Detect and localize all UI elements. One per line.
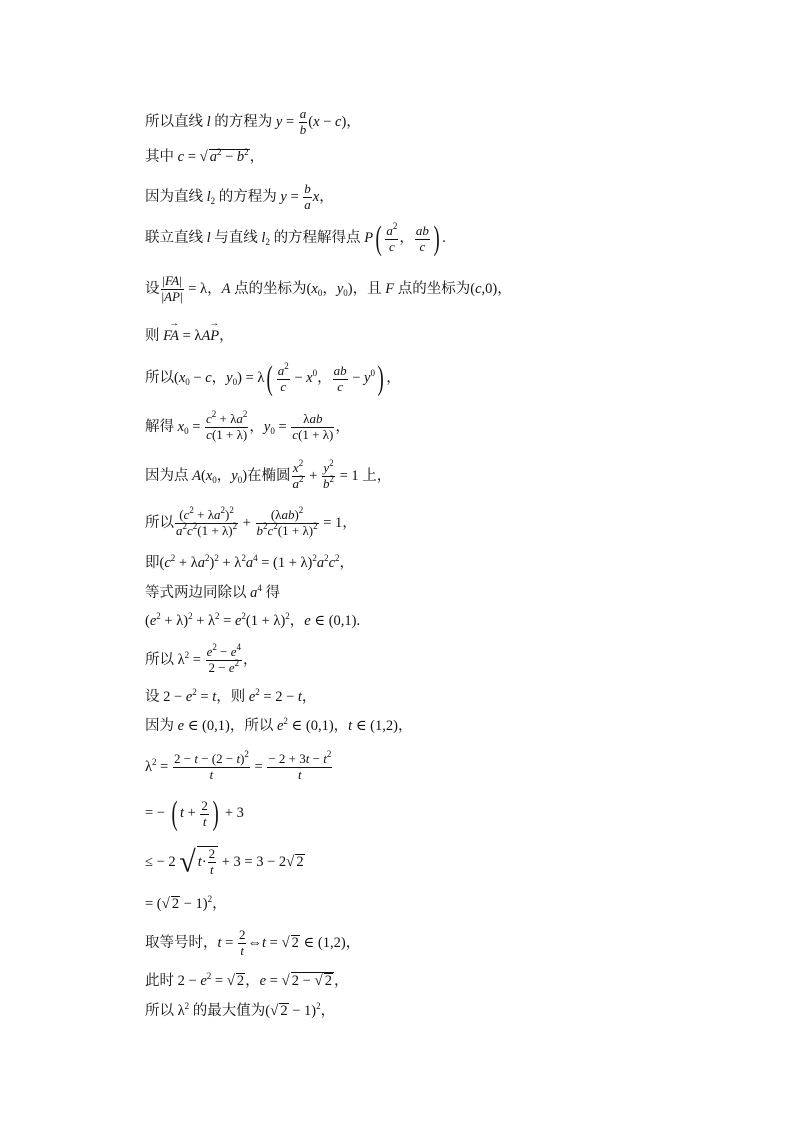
eccentricity-equation: $(e^2 + \lambda)^2 + \lambda^2 = e^2(1 + \lambda)^2$，e ∈ (0,1). [145, 611, 361, 629]
simplify: 即$(c^2 + \lambda a^2)^2 + \lambda^2a^4 = (1 + \lambda)^2a^2c^2$， [145, 553, 355, 571]
solution-line [145, 149, 264, 165]
max-value: 所以 $\lambda^2$ 的最大值为(√ 2 − 1)$^2$， [145, 1001, 336, 1019]
equality-condition: 取等号时，t = $\frac{2}{t}$ ⇔t = √ 2 ∈ (1,2)， [145, 927, 361, 958]
divide-note: 等式两边同除以 $a^4$ 得 [145, 583, 280, 601]
c-definition: 其中 c = √ $a^2 - b^2$， [145, 147, 265, 165]
lambda-in-t: $\lambda^2$ = $\frac{2 - t - (2 - t)^2}{t}$ = $\frac{- 2 + 3t - t^2}{t}$ [145, 749, 332, 782]
coordinate-relation: 所以($x_0 - c$，$y_0) = \lambda$( $\frac{a^2}{c}$ − $x^0$， $\frac{ab}{c}$ − $y^0$) ， [145, 360, 401, 397]
solution-line [145, 583, 280, 601]
solution-line [145, 362, 401, 396]
substitution-t: 设 $2 - e^2 = t$，则 $e^2 = 2 - t$， [145, 687, 317, 705]
solution-line [145, 687, 317, 705]
substitute: 所以 $\frac{(c^2 + \lambda a^2)^2}{a^2c^2(1 + \lambda)^2}$ + $\frac{(\lambda ab)^2}{b^2c^2(1 + \lambda)^2}$ = 1， [145, 505, 357, 538]
inequality: ≤ − 2 √ t· $\frac{2}{t}$ + 3 = 3 − 2√ 2 [145, 845, 304, 879]
solution-line [145, 222, 446, 256]
vector-relation: 则 → FA = λ→ AP， [145, 328, 234, 344]
intersection-point: 联立直线 l 与直线 $l_2$ 的方程解得点 P( $\frac{a^2}{c}$ ， $\frac{ab}{c}$ ) . [145, 220, 446, 257]
solution-line [145, 458, 392, 492]
solution-line [145, 611, 361, 629]
solution-line [145, 274, 512, 305]
solution-line [145, 409, 350, 443]
solution-line [145, 716, 413, 734]
point-on-ellipse: 因为点 $A(x_0$，$y_0$)在椭圆 $\frac{x^2}{a^2}$ + $\frac{y^2}{b^2}$ = 1 上， [145, 458, 392, 491]
solution-line [145, 846, 305, 878]
ratio-setup: 设 $\frac{|FA|}{|AP|}$ = λ，A 点的坐标为($x_0$，$y_0$)，且 F 点的坐标为(c,0)， [145, 273, 512, 304]
square-form: = (√ 2 − 1)$^2$， [145, 894, 227, 912]
lambda-squared: 所以 $\lambda^2$ = $\frac{e^2 - e^4}{2 - e^2}$ ， [145, 642, 258, 675]
solution-line [145, 182, 334, 213]
line-l2-equation: 因为直线 $l_2$ 的方程为 y = $\frac{b}{a}$ x， [145, 181, 334, 212]
solution-line [145, 1003, 335, 1019]
solution-line [145, 107, 361, 138]
line-l-equation: 所以直线 l 的方程为 y = $\frac{a}{b}$ (x − c)， [145, 106, 361, 137]
solution-line [145, 642, 258, 676]
solution-line [145, 553, 355, 571]
solution-line [145, 797, 244, 831]
solution-line [145, 896, 227, 912]
solution-line [145, 972, 348, 989]
t-range: 因为 e ∈ (0,1)，所以 $e^2$ ∈ (0,1)，t ∈ (1,2)， [145, 716, 413, 734]
solution-line [145, 928, 360, 959]
solution-line [145, 326, 234, 344]
eccentricity-value: 此时 $2 - e^2$ = √ 2，e = √ 2 − √ 2 ， [145, 971, 349, 989]
solution-line [145, 505, 357, 539]
solve-coordinates: 解得 $x_0$ = $\frac{c^2 + \lambda a^2}{c(1 + \lambda)}$ ，$y_0$ = $\frac{\text{λab}}{c(1 + \lambda)}$ ， [145, 409, 350, 442]
rewrite: = − ( t + $\frac{2}{t}$ ) + 3 [145, 795, 244, 832]
solution-line [145, 749, 333, 783]
